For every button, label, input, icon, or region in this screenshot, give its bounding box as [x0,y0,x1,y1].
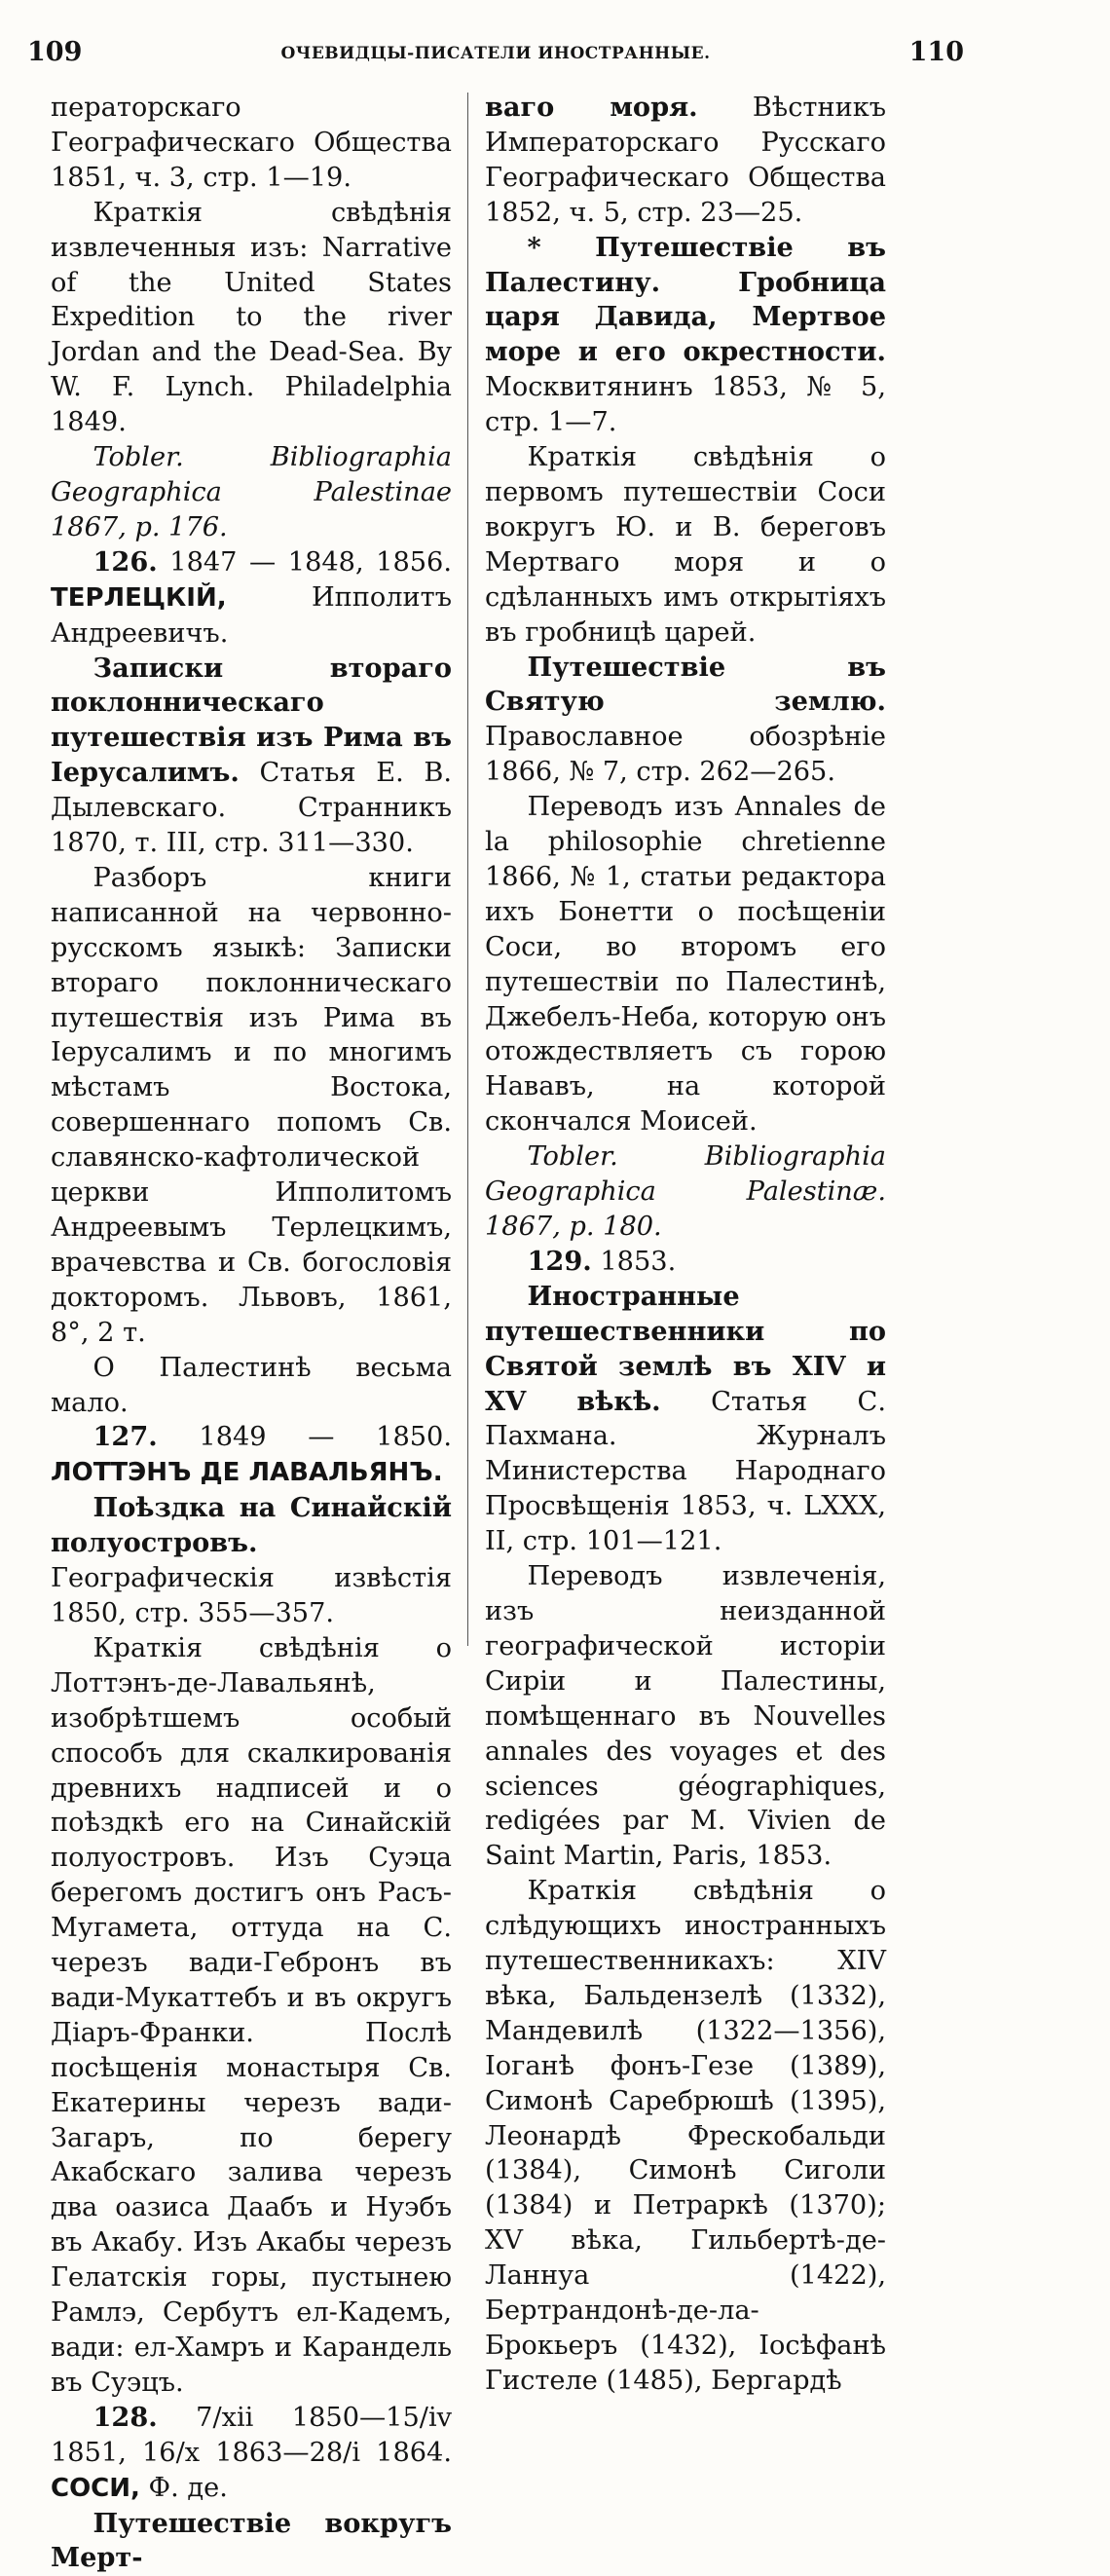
entry-author-name: Ипполитъ Андреевичъ. [51,581,452,649]
entry-126-heading [51,545,452,652]
work-title: ваго моря. [485,92,698,123]
entry-author-name: Ф. де. [139,2472,228,2503]
paragraph: О Палестинѣ весьма мало. [51,1352,452,1418]
work-title: Записки втораго поклонническаго путешествія изъ Рима въ Іерусалимъ. [51,652,452,789]
entry-dates: 7/xii 1850—15/iv 1851, 16/x 1863—28/i 1864. [51,2402,452,2468]
bibliography-citation: Tobler. Bibliographia Geographica Palestinæ. 1867, p. 180. [485,1141,886,1242]
entry-129-heading [485,1245,886,1280]
work-source: Православное обозрѣніе 1866, № 7, стр. 262—265. [485,722,886,788]
entry-129-work [485,1280,886,1559]
left-column [51,91,452,2574]
page-number-right: 110 [908,37,964,67]
paragraph: Переводъ изъ Annales de la philosophie chretienne 1866, № 1, статьи редактора ихъ Бонетти о посѣщеніи Соси, во второмъ его путешествіи по Палестинѣ, Джебелъ-Неба, которую онъ отождествляетъ съ горою Нававъ, на которой скончался Моисей. [485,792,886,1138]
running-title: ОЧЕВИДЦЫ-ПИСАТЕЛИ ИНОСТРАННЫЕ. [280,44,711,63]
entry-dates: 1849 — 1850. [157,1422,452,1453]
work-source: Географическія извѣстія 1850, стр. 355—357. [51,1563,452,1628]
entry-number: 129. [527,1245,592,1277]
entry-127-heading [51,1420,452,1491]
paragraph: Краткія свѣдѣнія о слѣдующихъ иностранныхъ путешественникахъ: XIV вѣка, Бальдензелѣ (1332), Мандевилѣ (1322—1356), Іоганѣ фонъ-Гезе (1389), Симонѣ Саребрюшѣ (1395), Леонардѣ Фрескобальди (1384), Симонѣ Сиголи (1384) и Петраркѣ (1370); XV вѣка, Гильбертѣ-де-Ланнуа (1422), Бертрандонѣ-де-ла-Брокьеръ (1432), Іосѣфанѣ Гистеле (1485), Бергардѣ [485,1876,886,2396]
entry-127-work [51,1491,452,1631]
work-source: Москвитянинъ 1853, № 5, стр. 1—7. [485,372,886,438]
column-divider [467,93,468,1646]
paragraph: Переводъ извлеченія, изъ неизданной географической исторіи Сиріи и Палестины, помѣщеннаго въ Nouvelles annales des voyages et des sciences géographiques, redigées par M. Vivien de Saint Martin, Paris, 1853. [485,1561,886,1872]
work-title: Поѣздка на Синайскій полуостровъ. [51,1492,452,1559]
work-title: Путешествіе въ Святую землю. [485,651,886,718]
entry-author: ЛОТТЭНЪ ДЕ ЛАВАЛЬЯНЪ. [51,1458,443,1488]
work-source: Вѣстникъ Императорскаго Русскаго Географическаго Общества 1852, ч. 5, стр. 23—25. [485,93,886,228]
entry-number: 128. [92,2401,158,2433]
paragraph: ператорскаго Географическаго Общества 1851, ч. 3, стр. 1—19. [51,93,452,193]
running-header [27,37,964,76]
work-title: Иностранные путешественники по Святой землѣ въ XIV и XV вѣкѣ. [485,1280,886,1417]
paragraph: Разборъ книги написанной на червонно-русскомъ языкѣ: Записки втораго поклонническаго путешествія изъ Рима въ Іерусалимъ и по многимъ мѣстамъ Востока, совершеннаго попомъ Св. славянско-кафтолической церкви Ипполитомъ Андреевымъ Терлецкимъ, врачевства и Св. богословія докторомъ. Львовъ, 1861, 8°, 2 т. [51,862,452,1348]
bibliography-citation: Tobler. Bibliographia Geographica Palestinae 1867, p. 176. [51,442,452,542]
entry-number: 126. [92,545,158,578]
work-title: Путешествіе вокругъ Мерт- [51,2507,452,2574]
right-column [485,91,886,2396]
page-number-left: 109 [27,37,83,67]
paragraph: Краткія свѣдѣнія о Лоттэнъ-де-Лавальянѣ, изобрѣтшемъ особый способъ для скалкированія древнихъ надписей и о поѣздкѣ его на Синайскій полуостровъ. Изъ Суэца берегомъ достигъ онъ Расъ-Мугамета, оттуда на С. черезъ вади-Гебронъ въ вади-Мукаттебъ и въ округъ Діаръ-Франки. Послѣ посѣщенія монастыря Св. Екатерины черезъ вади-Загаръ, по берегу Акабскаго залива черезъ два оазиса Даабъ и Нуэбъ въ Акабу. Изъ Акабы черезъ Гелатскія горы, пустынею Рамлэ, Сербутъ ел-Кадемъ, вади: ел-Хамръ и Карандель въ Суэцъ. [51,1632,452,2398]
entry-dates: 1853. [591,1246,677,1277]
entry-number: 127. [92,1421,158,1453]
entry-126-work [51,652,452,861]
entry-author: СОСИ, [51,2473,140,2503]
entry-dates: 1847 — 1848, 1856. [157,546,452,578]
paragraph [485,91,886,231]
paragraph [485,231,886,440]
paragraph: Краткія свѣдѣнія о первомъ путешествіи Соси вокругъ Ю. и В. береговъ Мертваго моря и о сдѣланныхъ имъ открытіяхъ въ гробницѣ царей. [485,442,886,648]
work-source: Статья Е. В. Дылевскаго. Странникъ 1870, т. III, стр. 311—330. [51,758,452,859]
paragraph [485,651,886,791]
entry-128-heading [51,2401,452,2507]
paragraph: Краткія свѣдѣнія извлеченныя изъ: Narrative of the United States Expedition to the river Jordan and the Dead-Sea. By W. F. Lynch. Philadelphia 1849. [51,197,452,438]
work-source: Статья С. Пахмана. Журналъ Министерства Народнаго Просвѣщенія 1853, ч. LXXX, II, стр. 101—121. [485,1386,886,1557]
work-title: * Путешествіе въ Палестину. Гробница царя Давида, Мертвое море и его окрестности. [485,231,886,368]
entry-author: ТЕРЛЕЦКІЙ, [51,582,227,613]
